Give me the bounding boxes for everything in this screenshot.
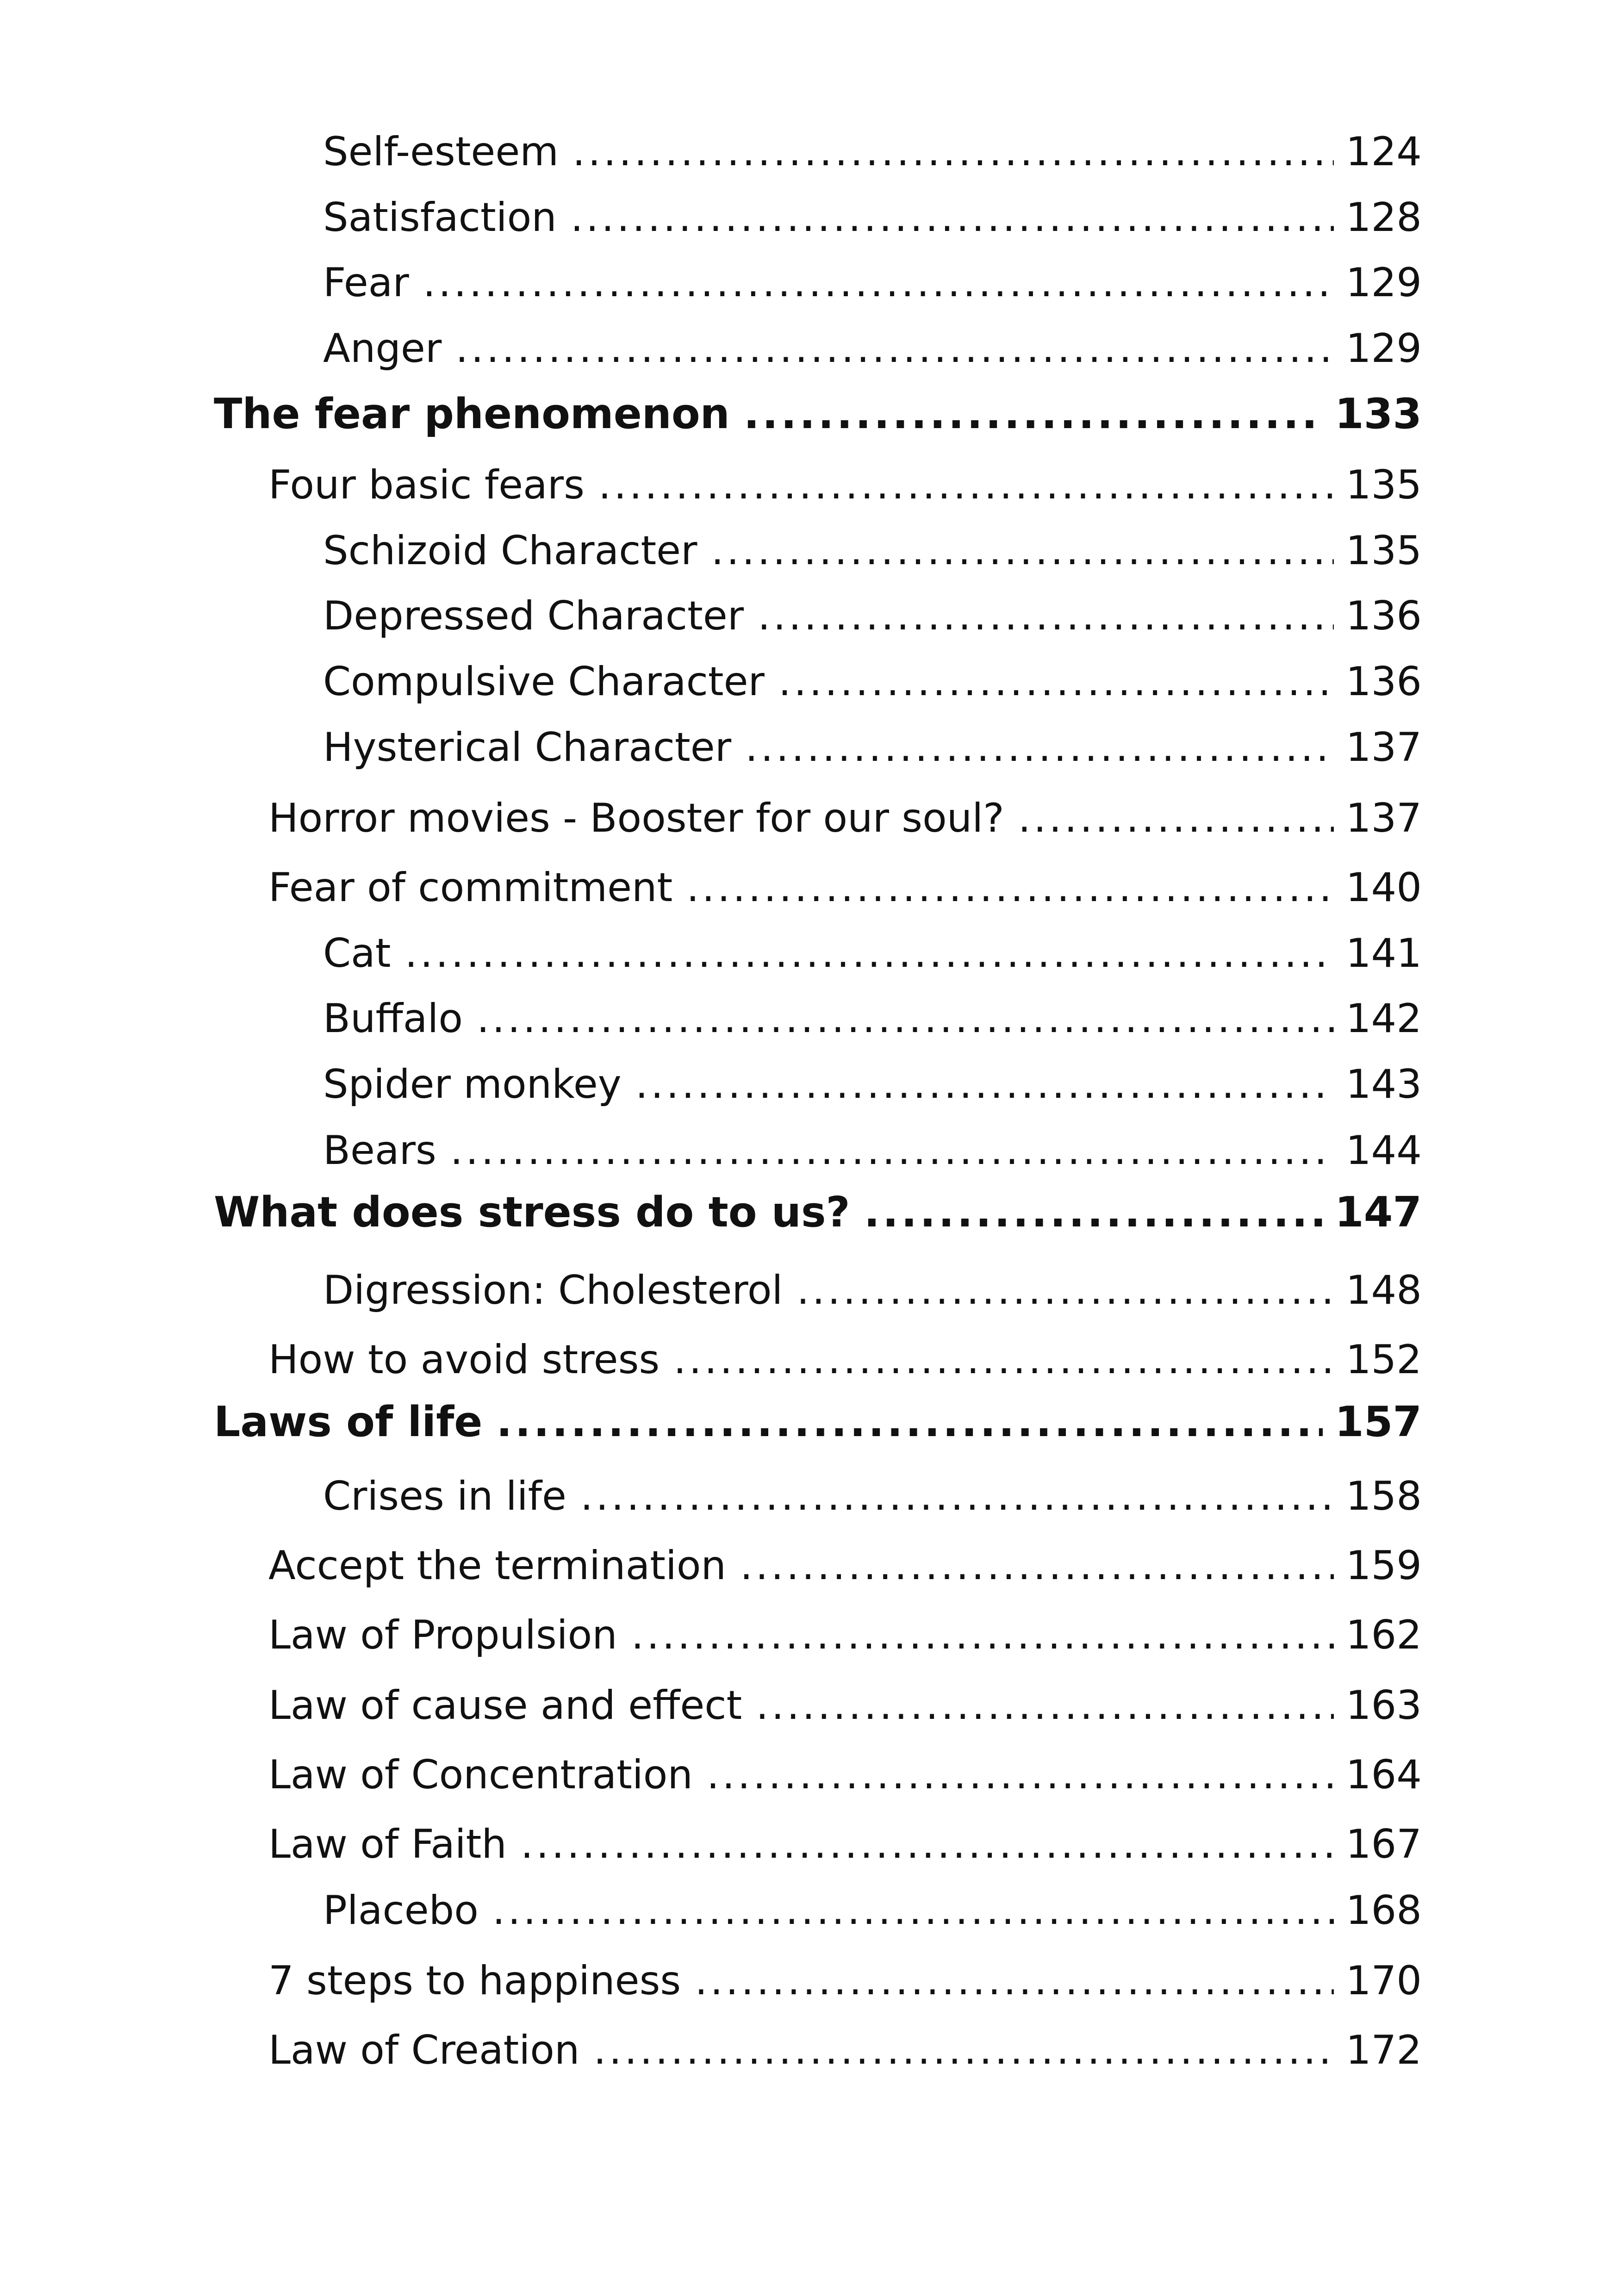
toc-entry-title: Satisfaction — [323, 194, 557, 241]
dot-leader — [455, 329, 1334, 368]
dot-leader — [492, 1891, 1334, 1930]
table-of-contents — [214, 0, 1422, 2296]
toc-entry-title: Fear — [323, 260, 409, 306]
toc-entry-page-number: 137 — [1345, 795, 1422, 841]
dot-leader — [571, 198, 1334, 237]
toc-entry-title: Self-esteem — [323, 129, 559, 175]
toc-entry-page-number: 136 — [1345, 593, 1422, 639]
toc-entry-title: Law of Concentration — [268, 1752, 693, 1798]
toc-entry-title: Law of Faith — [268, 1821, 507, 1867]
toc-entry — [214, 593, 1422, 639]
toc-entry — [214, 1188, 1422, 1237]
toc-entry-page-number: 142 — [1345, 996, 1422, 1042]
toc-entry — [214, 865, 1422, 911]
toc-entry-page-number: 136 — [1345, 659, 1422, 705]
toc-entry-title: Buffalo — [323, 996, 463, 1042]
toc-entry-title: Law of Creation — [268, 2027, 580, 2073]
toc-entry — [214, 1543, 1422, 1589]
dot-leader — [580, 1476, 1334, 1516]
toc-entry-title: Schizoid Character — [323, 528, 697, 574]
toc-entry-title: Laws of life — [214, 1398, 483, 1446]
toc-entry — [214, 1612, 1422, 1658]
toc-entry-title: Accept the termination — [268, 1543, 726, 1589]
dot-leader — [864, 1192, 1323, 1233]
toc-entry-page-number: 164 — [1345, 1752, 1422, 1798]
toc-entry-title: Placebo — [323, 1887, 479, 1934]
toc-entry — [214, 325, 1422, 372]
toc-entry — [214, 795, 1422, 841]
toc-entry-title: Fear of commitment — [268, 865, 673, 911]
toc-entry — [214, 1887, 1422, 1934]
toc-entry-title: Law of cause and effect — [268, 1682, 742, 1729]
toc-entry — [214, 462, 1422, 508]
toc-entry-page-number: 172 — [1345, 2027, 1422, 2073]
toc-entry — [214, 724, 1422, 771]
toc-entry-title: Four basic fears — [268, 462, 585, 508]
dot-leader — [711, 531, 1333, 571]
toc-entry-title: Digression: Cholesterol — [323, 1267, 783, 1313]
toc-entry-page-number: 129 — [1345, 260, 1422, 306]
dot-leader — [450, 1131, 1334, 1170]
dot-leader — [593, 2030, 1333, 2070]
dot-leader — [756, 1686, 1334, 1725]
dot-leader — [496, 1401, 1323, 1443]
dot-leader — [695, 1961, 1334, 2001]
dot-leader — [797, 1270, 1333, 1310]
toc-entry-title: Spider monkey — [323, 1061, 622, 1108]
toc-entry-title: Cat — [323, 930, 391, 977]
toc-entry-page-number: 128 — [1345, 194, 1422, 241]
dot-leader — [521, 1824, 1334, 1864]
toc-entry-page-number: 148 — [1345, 1267, 1422, 1313]
toc-entry — [214, 1398, 1422, 1446]
toc-entry — [214, 1337, 1422, 1383]
toc-entry — [214, 528, 1422, 574]
toc-entry — [214, 2027, 1422, 2073]
toc-entry — [214, 260, 1422, 306]
toc-entry-page-number: 135 — [1345, 462, 1422, 508]
toc-entry-page-number: 147 — [1335, 1188, 1422, 1237]
toc-entry-page-number: 162 — [1345, 1612, 1422, 1658]
toc-entry-title: Depressed Character — [323, 593, 744, 639]
toc-entry — [214, 1061, 1422, 1108]
toc-entry — [214, 659, 1422, 705]
toc-entry-title: What does stress do to us? — [214, 1188, 850, 1237]
dot-leader — [740, 1546, 1334, 1586]
toc-entry — [214, 930, 1422, 977]
dot-leader — [573, 132, 1334, 172]
toc-entry-page-number: 140 — [1345, 865, 1422, 911]
toc-entry-page-number: 168 — [1345, 1887, 1422, 1934]
toc-entry-title: Horror movies - Booster for our soul? — [268, 795, 1004, 841]
dot-leader — [598, 465, 1334, 505]
toc-entry-page-number: 157 — [1335, 1398, 1422, 1446]
toc-entry — [214, 194, 1422, 241]
dot-leader — [477, 999, 1334, 1039]
toc-entry-page-number: 133 — [1335, 390, 1422, 438]
toc-entry-page-number: 135 — [1345, 528, 1422, 574]
toc-entry-page-number: 158 — [1345, 1473, 1422, 1519]
dot-leader — [1018, 798, 1334, 838]
dot-leader — [686, 868, 1334, 908]
dot-leader — [744, 393, 1323, 435]
toc-entry-title: Law of Propulsion — [268, 1612, 617, 1658]
toc-entry-title: Anger — [323, 325, 442, 372]
toc-entry — [214, 996, 1422, 1042]
toc-entry — [214, 129, 1422, 175]
toc-entry-page-number: 167 — [1345, 1821, 1422, 1867]
toc-entry-title: Bears — [323, 1127, 436, 1174]
toc-entry-title: The fear phenomenon — [214, 390, 730, 438]
toc-entry — [214, 1752, 1422, 1798]
toc-entry-page-number: 159 — [1345, 1543, 1422, 1589]
dot-leader — [635, 1064, 1334, 1104]
toc-entry-page-number: 170 — [1345, 1958, 1422, 2004]
toc-entry-title: Compulsive Character — [323, 659, 765, 705]
toc-entry-title: 7 steps to happiness — [268, 1958, 681, 2004]
toc-entry-title: Hysterical Character — [323, 724, 732, 771]
dot-leader — [404, 933, 1333, 973]
toc-entry — [214, 1958, 1422, 2004]
toc-entry — [214, 1127, 1422, 1174]
toc-entry — [214, 1821, 1422, 1867]
toc-entry-title: Crises in life — [323, 1473, 566, 1519]
dot-leader — [631, 1615, 1334, 1655]
toc-entry-page-number: 124 — [1345, 129, 1422, 175]
toc-entry-page-number: 129 — [1345, 325, 1422, 372]
dot-leader — [673, 1340, 1334, 1380]
toc-entry — [214, 390, 1422, 438]
toc-entry — [214, 1682, 1422, 1729]
toc-entry-page-number: 143 — [1345, 1061, 1422, 1108]
dot-leader — [707, 1755, 1334, 1795]
dot-leader — [758, 596, 1334, 636]
toc-entry-title: How to avoid stress — [268, 1337, 660, 1383]
toc-entry-page-number: 141 — [1345, 930, 1422, 977]
toc-entry-page-number: 152 — [1345, 1337, 1422, 1383]
toc-entry-page-number: 137 — [1345, 724, 1422, 771]
toc-entry-page-number: 144 — [1345, 1127, 1422, 1174]
dot-leader — [423, 263, 1334, 303]
toc-entry — [214, 1267, 1422, 1313]
dot-leader — [778, 662, 1334, 702]
dot-leader — [745, 728, 1334, 767]
toc-entry-page-number: 163 — [1345, 1682, 1422, 1729]
toc-entry — [214, 1473, 1422, 1519]
